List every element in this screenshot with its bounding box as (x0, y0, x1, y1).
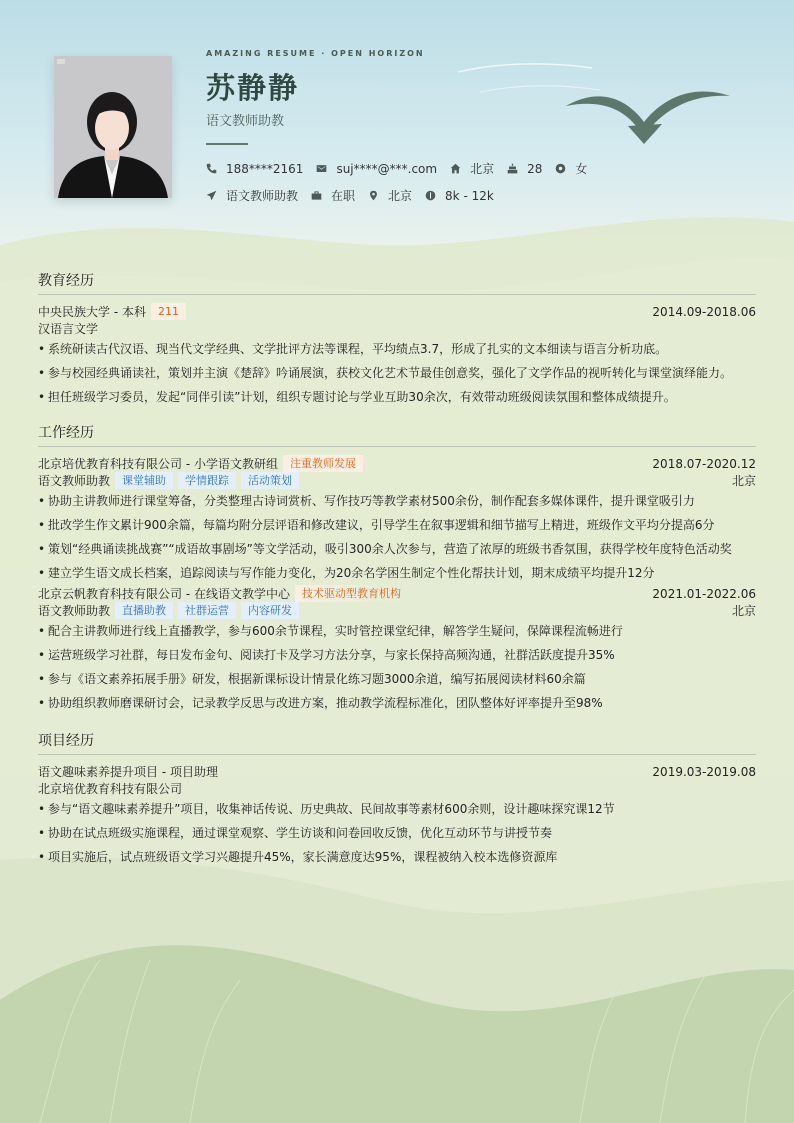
job-1-company: 北京培优教育科技有限公司 - 小学语文教研组 (38, 457, 278, 471)
job-title: 语文教师助教 (206, 114, 285, 129)
job-1-city: 北京 (731, 474, 756, 488)
education-title: 教育经历 (38, 272, 756, 295)
job-2-head (38, 585, 756, 602)
list-item: • 参与《语文素养拓展手册》研发，根据新课标设计情景化练习题3000余道，编写拓展阅读材料60余篇 (38, 667, 756, 691)
project-org: 北京培优教育科技有限公司 (38, 782, 183, 796)
project-title: 项目经历 (38, 732, 756, 755)
list-item: • 批改学生作文累计900余篇，每篇均附分层评语和修改建议，引导学生在叙事逻辑和细节描写上精进，班级作文平均分提高6分 (38, 513, 756, 537)
mail-icon (316, 163, 327, 174)
cake-icon (507, 163, 518, 174)
intent-text: 语文教师助教 (226, 189, 299, 203)
work-section (38, 424, 756, 715)
job-1-company-tag: 注重教师发展 (283, 455, 363, 472)
list-item: • 配合主讲教师进行线上直播教学，参与600余节课程，实时管控课堂纪律，解答学生疑问，保障课程流畅进行 (38, 619, 756, 643)
email-info (316, 162, 437, 176)
job-intent-row (206, 187, 507, 204)
candidate-name: 苏静静 (206, 71, 300, 105)
list-item: • 建立学生语文成长档案，追踪阅读与写作能力变化，为20余名学困生制定个性化帮扶计划，期末成绩平均提升12分 (38, 561, 756, 585)
job-2-company: 北京云帆教育科技有限公司 - 在线语文教学中心 (38, 587, 290, 601)
salary-info (425, 189, 494, 203)
home-info (450, 160, 494, 177)
list-item: • 系统研读古代汉语、现当代文学经典、文学批评方法等课程，平均绩点3.7，形成了扎实的文本细读与语言分析功底。 (38, 337, 756, 361)
list-item: • 项目实施后，试点班级语文学习兴趣提升45%，家长满意度达95%，课程被纳入校本选修资源库 (38, 845, 756, 869)
profile-photo (54, 56, 172, 198)
gender-icon (555, 163, 566, 174)
salary-icon (425, 190, 436, 201)
phone-text: 188****2161 (226, 161, 304, 176)
school-badge: 211 (151, 303, 186, 320)
list-item: • 运营班级学习社群，每日发布金句、阅读打卡及学习方法分享，与家长保持高频沟通，社群活跃度提升35% (38, 643, 756, 667)
job-2-tag: 内容研发 (241, 602, 299, 619)
salary-text: 8k - 12k (445, 188, 494, 203)
city-text: 北京 (388, 189, 413, 203)
education-section (38, 272, 756, 409)
job-2-role: 语文教师助教 (38, 604, 111, 618)
list-item: • 参与校园经典诵读社，策划并主演《楚辞》吟诵展演，获校文化艺术节最佳创意奖，强化了文学作品的视听转化与课堂演绎能力。 (38, 361, 756, 385)
list-item: • 策划“经典诵读挑战赛”“成语故事剧场”等文学活动，吸引300余人次参与，营造了浓厚的班级书香氛围，获得学校年度特色活动奖 (38, 537, 756, 561)
home-text: 北京 (470, 162, 495, 176)
list-item: • 协助在试点班级实施课程，通过课堂观察、学生访谈和问卷回收反馈，优化互动环节与讲授节奏 (38, 821, 756, 845)
job-1-role: 语文教师助教 (38, 474, 111, 488)
job-2-sub (38, 602, 756, 619)
job-1-head (38, 455, 756, 472)
project-bullets (38, 797, 756, 869)
list-item: • 参与“语文趣味素养提升”项目，收集神话传说、历史典故、民间故事等素材600余则，设计趣味探究课12节 (38, 797, 756, 821)
job-2-company-tag: 技术驱动型教育机构 (295, 585, 408, 602)
header-divider (206, 143, 248, 145)
list-item: • 担任班级学习委员，发起“同伴引读”计划，组织专题讨论与学业互助30余次，有效带动班级阅读氛围和整体成绩提升。 (38, 385, 756, 409)
email-text: suj****@***.com (336, 161, 438, 176)
home-icon (450, 163, 461, 174)
job-1-tag: 课堂辅助 (115, 472, 173, 489)
status-text: 在职 (331, 189, 356, 203)
job-1-tag: 活动策划 (241, 472, 299, 489)
job-2-tag: 直播助教 (115, 602, 173, 619)
school-name: 中央民族大学 - 本科 (38, 305, 146, 319)
city-info (368, 187, 412, 204)
intent-info (206, 187, 298, 204)
job-2-date: 2021.01-2022.06 (652, 586, 756, 601)
education-bullets (38, 337, 756, 409)
contact-row (206, 160, 600, 177)
job-1-sub (38, 472, 756, 489)
send-icon (206, 190, 217, 201)
location-icon (368, 190, 379, 201)
project-head (38, 763, 756, 780)
job-2-city: 北京 (731, 604, 756, 618)
phone-icon (206, 163, 217, 174)
education-date: 2014.09-2018.06 (652, 304, 756, 319)
gender-info (555, 160, 587, 177)
major-row (38, 320, 756, 337)
project-date: 2019.03-2019.08 (652, 764, 756, 779)
resume-tagline: AMAZING RESUME · OPEN HORIZON (206, 49, 425, 58)
work-title: 工作经历 (38, 424, 756, 447)
project-name: 语文趣味素养提升项目 - 项目助理 (38, 765, 218, 779)
briefcase-icon (311, 190, 322, 201)
job-2-bullets (38, 619, 756, 715)
job-1-tag: 学情跟踪 (178, 472, 236, 489)
phone-info (206, 162, 303, 176)
status-info (311, 187, 355, 204)
major-name: 汉语言文学 (38, 322, 99, 336)
project-section (38, 732, 756, 869)
project-org-row (38, 780, 756, 797)
gender-text: 女 (575, 162, 588, 176)
job-2-tag: 社群运营 (178, 602, 236, 619)
age-info (507, 162, 542, 176)
list-item: • 协助主讲教师进行课堂筹备，分类整理古诗词赏析、写作技巧等教学素材500余份，制作配套多媒体课件，提升课堂吸引力 (38, 489, 756, 513)
job-1-date: 2018.07-2020.12 (652, 456, 756, 471)
education-entry-head (38, 303, 756, 320)
age-text: 28 (527, 161, 543, 176)
job-1-bullets (38, 489, 756, 585)
portrait-figure (54, 56, 172, 198)
list-item: • 协助组织教师磨课研讨会，记录教学反思与改进方案，推动教学流程标准化，团队整体好评率提升至98% (38, 691, 756, 715)
